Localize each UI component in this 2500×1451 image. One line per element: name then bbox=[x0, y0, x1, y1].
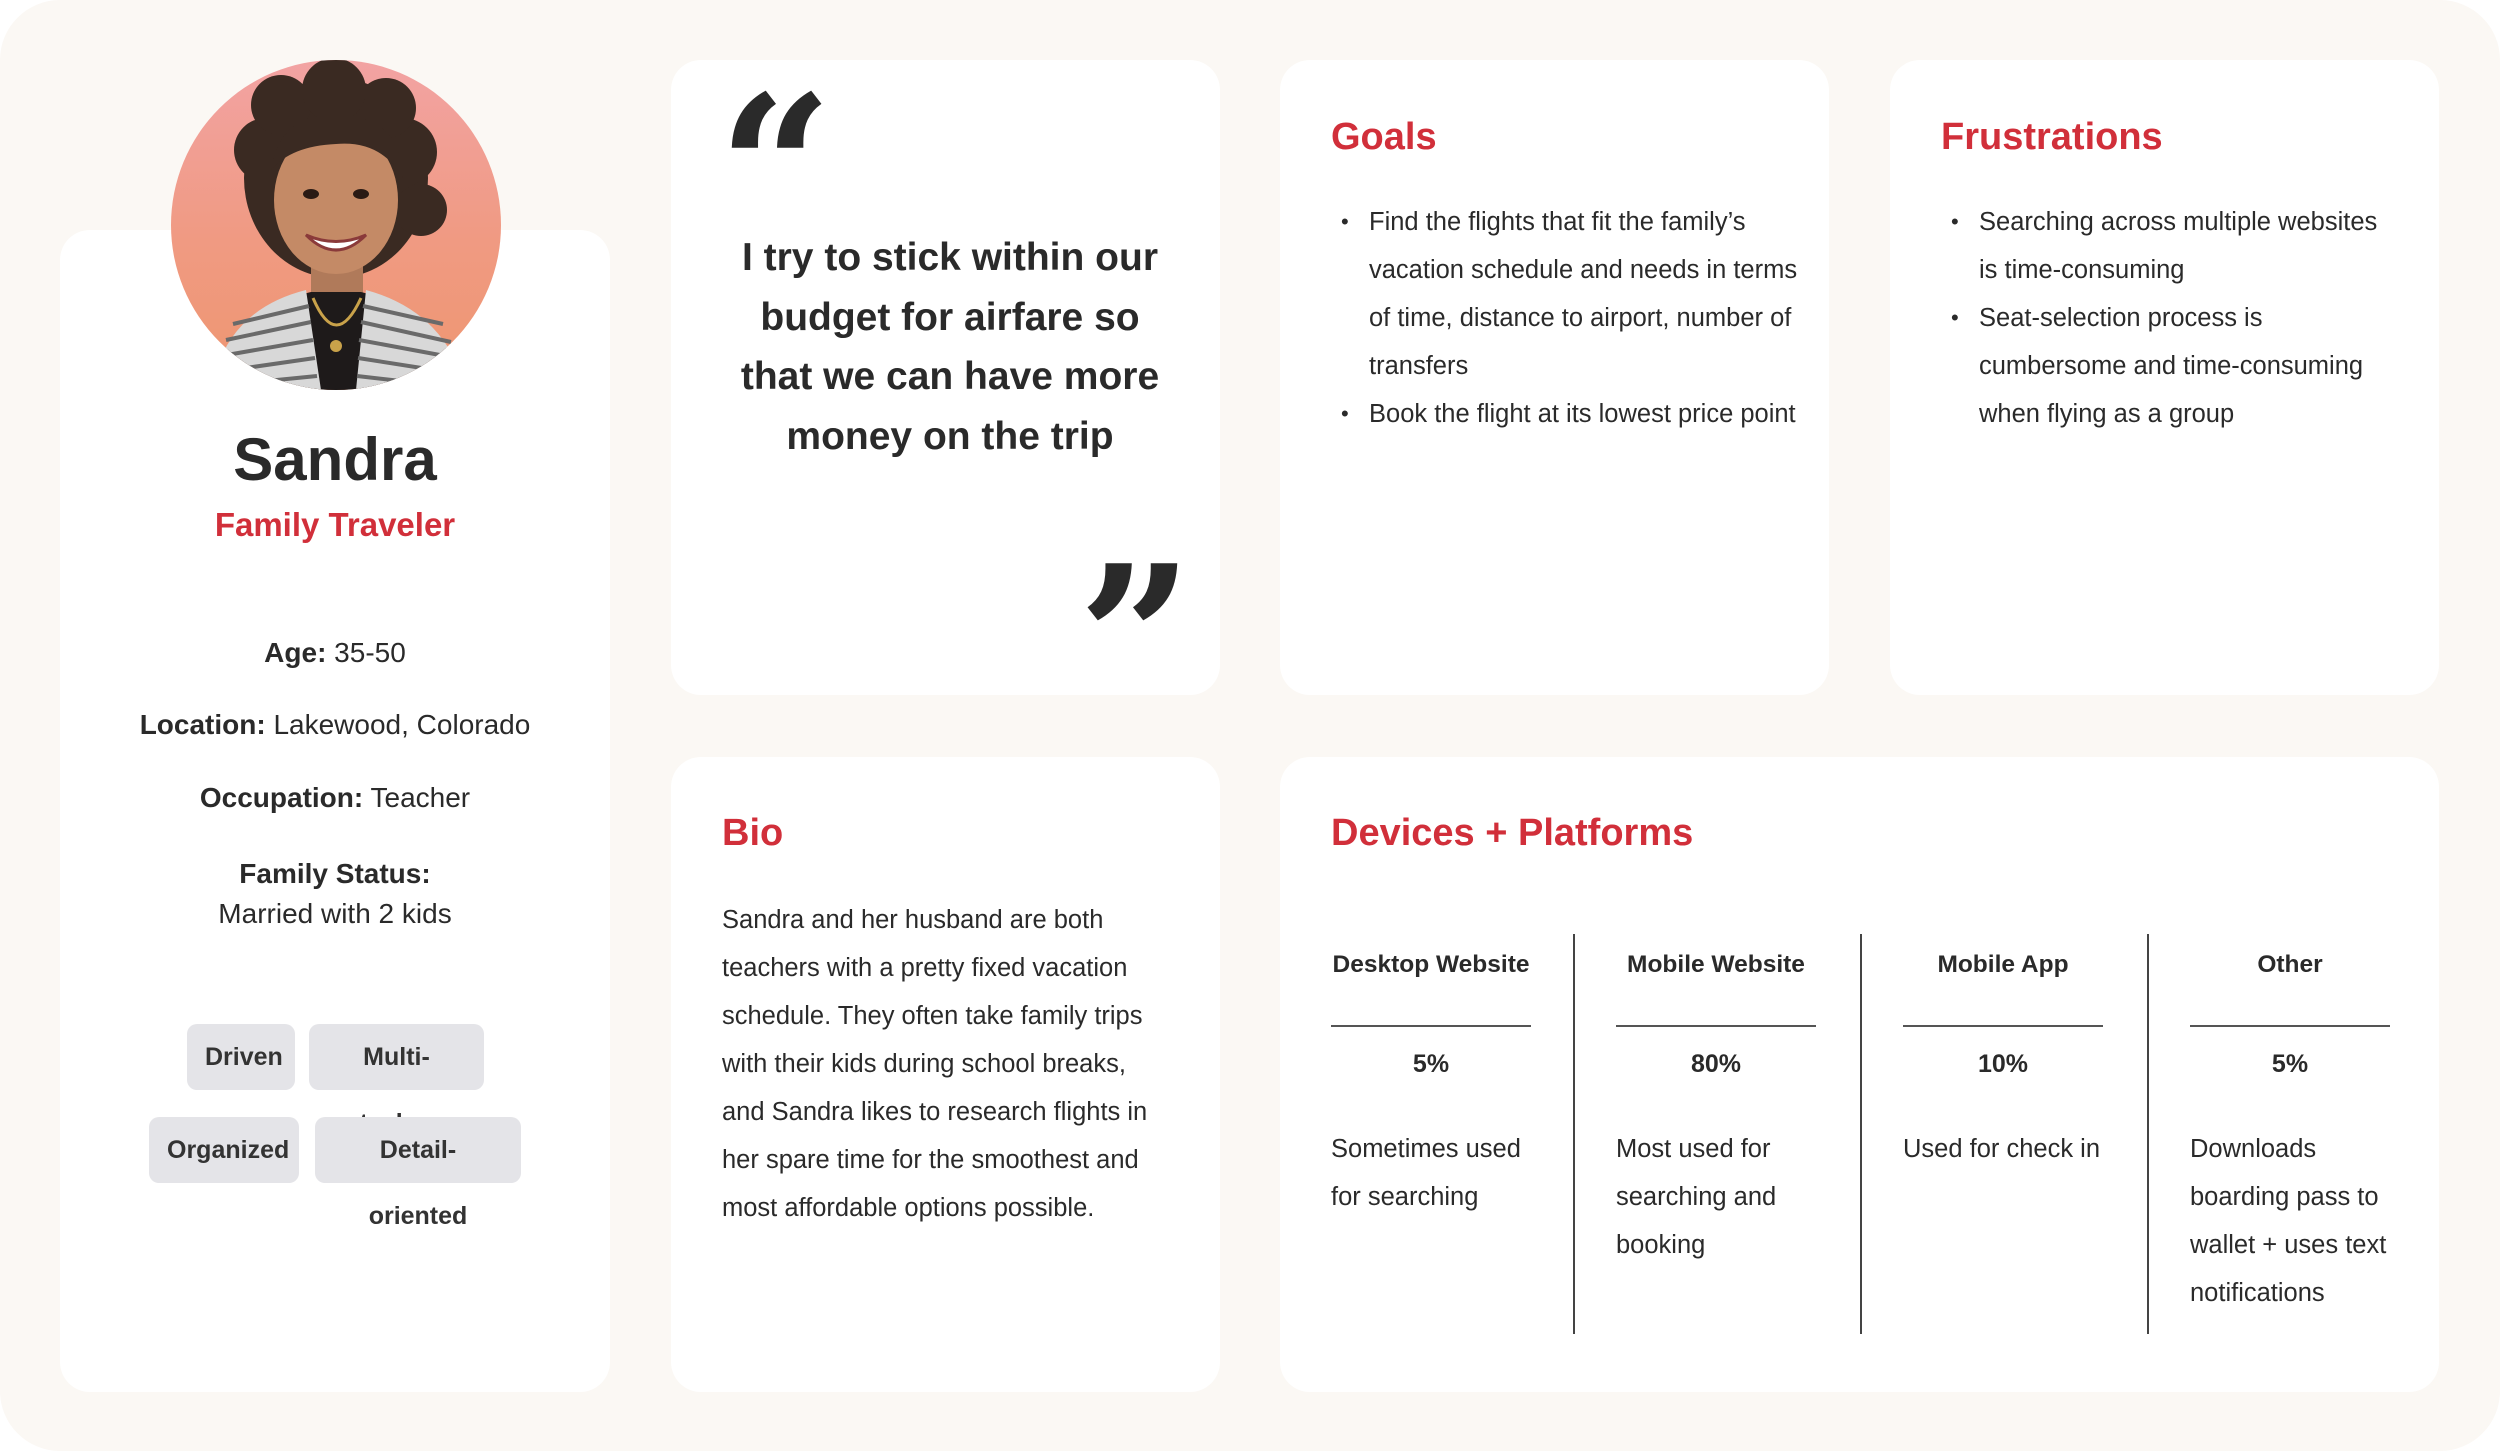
goals-title: Goals bbox=[1331, 116, 1437, 158]
trait-tag: Detail-oriented bbox=[315, 1117, 521, 1183]
persona-name: Sandra bbox=[233, 426, 437, 493]
column-divider bbox=[1860, 934, 1862, 1334]
device-name-mobile-app: Mobile App bbox=[1937, 951, 2069, 978]
column-divider bbox=[2147, 934, 2149, 1334]
device-percent: 5% bbox=[2271, 1050, 2309, 1078]
goals-item: • Book the flight at its lowest price point bbox=[1331, 390, 1801, 438]
device-percent: 10% bbox=[1977, 1050, 2029, 1078]
close-quote-icon: ” bbox=[1078, 522, 1194, 757]
detail-family-status-label: Family Status: bbox=[239, 858, 431, 889]
device-percent: 80% bbox=[1690, 1050, 1742, 1078]
frustrations-item: • Searching across multiple websites is time-consuming bbox=[1941, 198, 2401, 294]
detail-age bbox=[60, 633, 610, 673]
trait-tag: Multi- bbox=[309, 1024, 484, 1090]
column-rule bbox=[1903, 1025, 2103, 1027]
device-description: Downloads boarding pass to wallet + uses text notifications bbox=[2190, 1135, 2387, 1307]
detail-family-status bbox=[60, 854, 610, 934]
device-description: Sometimes used for searching bbox=[1331, 1135, 1521, 1211]
avatar bbox=[171, 60, 501, 390]
trait-tag: Driven bbox=[187, 1024, 295, 1090]
detail-age-value: 35-50 bbox=[326, 637, 406, 668]
goals-item: • Find the flights that fit the family’s vacation schedule and needs in terms of time, distance to airport, number of transfers bbox=[1331, 198, 1801, 390]
device-name-desktop-website: Desktop Website bbox=[1332, 951, 1530, 978]
column-rule bbox=[1616, 1025, 1816, 1027]
device-name-mobile-website: Mobile Website bbox=[1627, 951, 1805, 978]
device-percent: 5% bbox=[1412, 1050, 1450, 1078]
detail-occupation-value: Teacher bbox=[363, 782, 471, 813]
detail-occupation bbox=[60, 778, 610, 818]
frustrations-title: Frustrations bbox=[1941, 116, 2163, 158]
device-name-other: Other bbox=[2257, 951, 2323, 978]
column-rule bbox=[2190, 1025, 2390, 1027]
persona-quote: I try to stick within our budget for airfare so that we can have more money on the trip bbox=[740, 236, 1160, 458]
detail-age-label: Age: bbox=[264, 637, 327, 668]
devices-title: Devices + Platforms bbox=[1331, 812, 1694, 854]
device-description: Used for check in bbox=[1903, 1135, 2101, 1163]
device-description: Most used for searching and booking bbox=[1616, 1135, 1777, 1259]
detail-location bbox=[60, 705, 610, 745]
detail-location-value: Lakewood, Colorado bbox=[265, 709, 531, 740]
open-quote-icon: “ bbox=[718, 52, 834, 287]
goals-list bbox=[1331, 198, 1801, 438]
column-divider bbox=[1573, 934, 1575, 1334]
avatar-portrait-icon bbox=[171, 60, 501, 390]
trait-tag: Organized bbox=[149, 1117, 299, 1183]
detail-location-label: Location: bbox=[139, 709, 266, 740]
bio-text: Sandra and her husband are both teachers with a pretty fixed vacation schedule. They often take family trips with their kids during school breaks, and Sandra likes to research flights in her spare time for the smoothest and most affordable options possible. bbox=[722, 906, 1148, 1222]
column-rule bbox=[1331, 1025, 1531, 1027]
bio-title: Bio bbox=[722, 812, 784, 854]
detail-family-status-value: Married with 2 kids bbox=[218, 898, 452, 929]
frustrations-list bbox=[1941, 198, 2401, 438]
detail-occupation-label: Occupation: bbox=[199, 782, 364, 813]
frustrations-item: • Seat-selection process is cumbersome and time-consuming when flying as a group bbox=[1941, 294, 2401, 438]
persona-role: Family Traveler bbox=[214, 506, 456, 543]
